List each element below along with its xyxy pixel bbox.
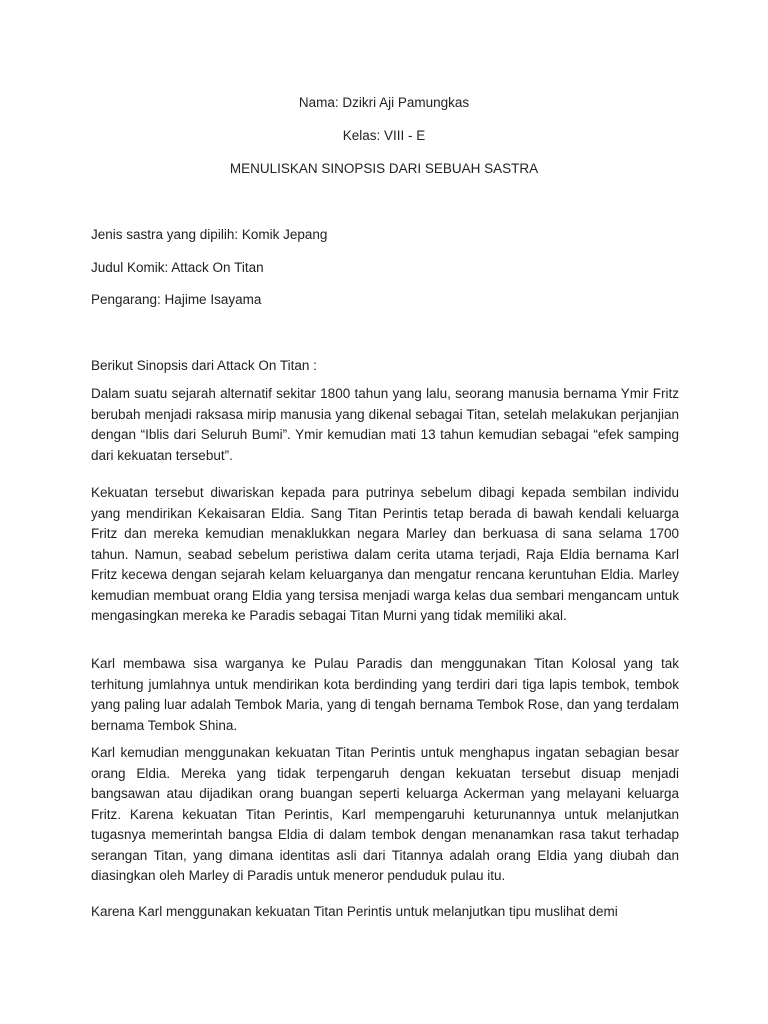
synopsis-paragraph-1: Dalam suatu sejarah alternatif sekitar 1800 tahun yang lalu, seorang manusia bernama Ymir Fritz berubah menjadi raksasa mirip manusia yang dikenal sebagai Titan, setelah melakukan perjanjian dengan “Iblis dari Seluruh Bumi”. Ymir kemudian mati 13 tahun kemudian sebagai “efek samping dari kekuatan tersebut”.: [91, 386, 679, 463]
author: Pengarang: Hajime Isayama: [91, 292, 262, 307]
literature-type: Jenis sastra yang dipilih: Komik Jepang: [91, 227, 328, 242]
synopsis-paragraph-4: Karl kemudian menggunakan kekuatan Titan Perintis untuk menghapus ingatan sebagian besar orang Eldia. Mereka yang tidak terpengaruh dengan kekuatan tersebut disuap menjadi bangsawan atau dijadikan orang buangan seperti keluarga Ackerman yang melayani keluarga Fritz. Karena kekuatan Titan Perintis, Karl mempengaruhi keturunannya untuk melanjutkan tugasnya memerintah bangsa Eldia di dalam tembok dengan menanamkan rasa takut terhadap serangan Titan, yang dimana identitas asli dari Titannya adalah orang Eldia yang diubah dan diasingkan oleh Marley di Paradis untuk meneror penduduk pulau itu.: [91, 745, 679, 883]
document-title: MENULISKAN SINOPSIS DARI SEBUAH SASTRA: [229, 161, 539, 176]
comic-title: Judul Komik: Attack On Titan: [91, 260, 264, 275]
student-class: Kelas: VIII - E: [342, 128, 426, 143]
synopsis-paragraph-5: Karena Karl menggunakan kekuatan Titan Perintis untuk melanjutkan tipu muslihat demi: [91, 904, 618, 919]
synopsis-intro: Berikut Sinopsis dari Attack On Titan :: [91, 358, 317, 373]
synopsis-paragraph-3: Karl membawa sisa warganya ke Pulau Paradis dan menggunakan Titan Kolosal yang tak terhitung jumlahnya untuk mendirikan kota berdinding yang terdiri dari tiga lapis tembok, tembok yang paling luar adalah Tembok Maria, yang di tengah bernama Tembok Rose, dan yang terdalam bernama Tembok Shina.: [91, 656, 679, 733]
student-name: Nama: Dzikri Aji Pamungkas: [298, 95, 470, 110]
synopsis-paragraph-2: Kekuatan tersebut diwariskan kepada para putrinya sebelum dibagi kepada sembilan individu yang mendirikan Kekaisaran Eldia. Sang Titan Perintis tetap berada di bawah kendali keluarga Fritz dan mereka kemudian menaklukkan negara Marley dan berkuasa di sana selama 1700 tahun. Namun, seabad sebelum peristiwa dalam cerita utama terjadi, Raja Eldia bernama Karl Fritz kecewa dengan sejarah kelam keluarganya dan mengatur rencana keruntuhan Eldia. Marley kemudian membuat orang Eldia yang tersisa menjadi warga kelas dua sembari mengancam untuk mengasingkan mereka ke Paradis sebagai Titan Murni yang tidak memiliki akal.: [91, 485, 679, 623]
